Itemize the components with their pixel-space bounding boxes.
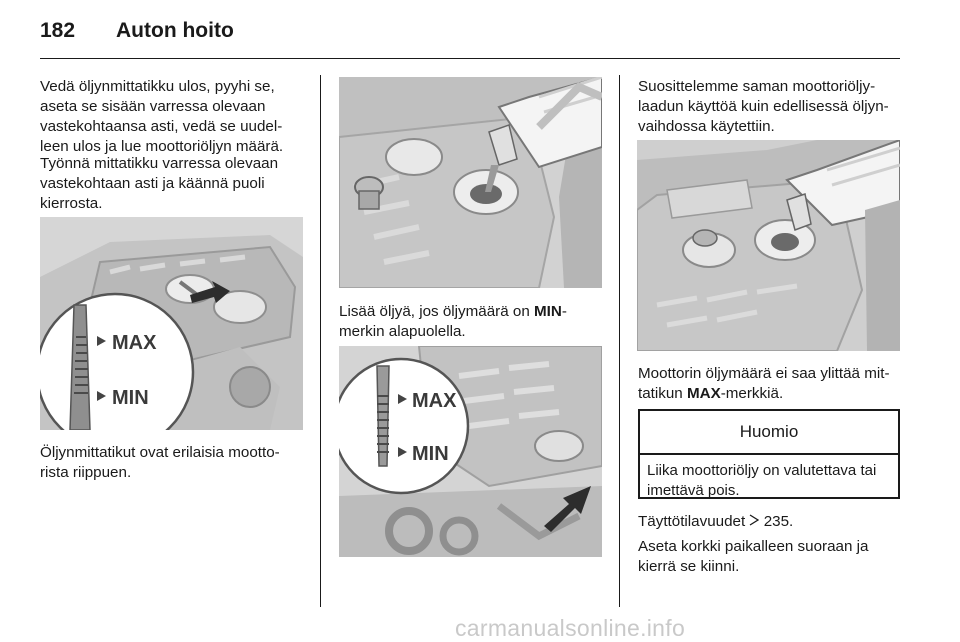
note-title: Huomio — [640, 411, 898, 455]
oil-cap-figure — [637, 140, 900, 351]
min-label: MIN — [112, 387, 149, 409]
max-warning-text: Moottorin öljymäärä ei saa ylittää mit- tatikun MAX-merkkiä. — [638, 365, 890, 402]
column-divider-1 — [320, 75, 321, 607]
section-title: Auton hoito — [116, 19, 234, 42]
column-divider-2 — [619, 75, 620, 607]
dipstick-instructions: Vedä öljynmittatikku ulos, pyyhi se, aseta se sisään varressa olevaan vastekohtaansa asti, vedä se uudel- leen ulos ja lue moottoriöljyn määrä. — [40, 78, 284, 155]
capacity-reference: Täyttötilavuudet 235. — [638, 513, 794, 531]
watermark: carmanualsonline.info — [455, 615, 686, 641]
note-body: Liika moottoriöljy on valutettava tai imettävä pois. — [647, 462, 877, 499]
max-label: MAX — [112, 332, 157, 354]
min-label-2: MIN — [412, 443, 449, 465]
figure-1-caption: Öljynmittatikut ovat erilaisia mootto- rista riippuen. — [40, 444, 280, 481]
page-number: 182 — [40, 19, 76, 42]
note-box — [638, 409, 900, 499]
reference-arrow-icon — [749, 512, 759, 532]
oil-filling-figure — [339, 77, 602, 288]
capacity-page-link[interactable]: 235. — [763, 513, 794, 531]
header-rule — [40, 58, 900, 59]
max-label-2: MAX — [412, 390, 457, 412]
oil-quality-recommendation: Suosittelemme saman moottoriöljy- laadun käyttöä kuin edellisessä öljyn- vaihdossa käytettiin. — [638, 78, 889, 135]
dipstick-figure-2 — [339, 346, 602, 557]
dipstick-reinsert-text: Työnnä mittatikku varressa olevaan vastekohtaan asti ja käännä puoli kierrosta. — [40, 155, 279, 212]
cap-instructions: Aseta korkki paikalleen suoraan ja kierrä se kiinni. — [638, 538, 869, 575]
dipstick-figure-1 — [40, 217, 303, 430]
add-oil-caption: Lisää öljyä, jos öljymäärä on MIN- merkin alapuolella. — [339, 303, 567, 340]
